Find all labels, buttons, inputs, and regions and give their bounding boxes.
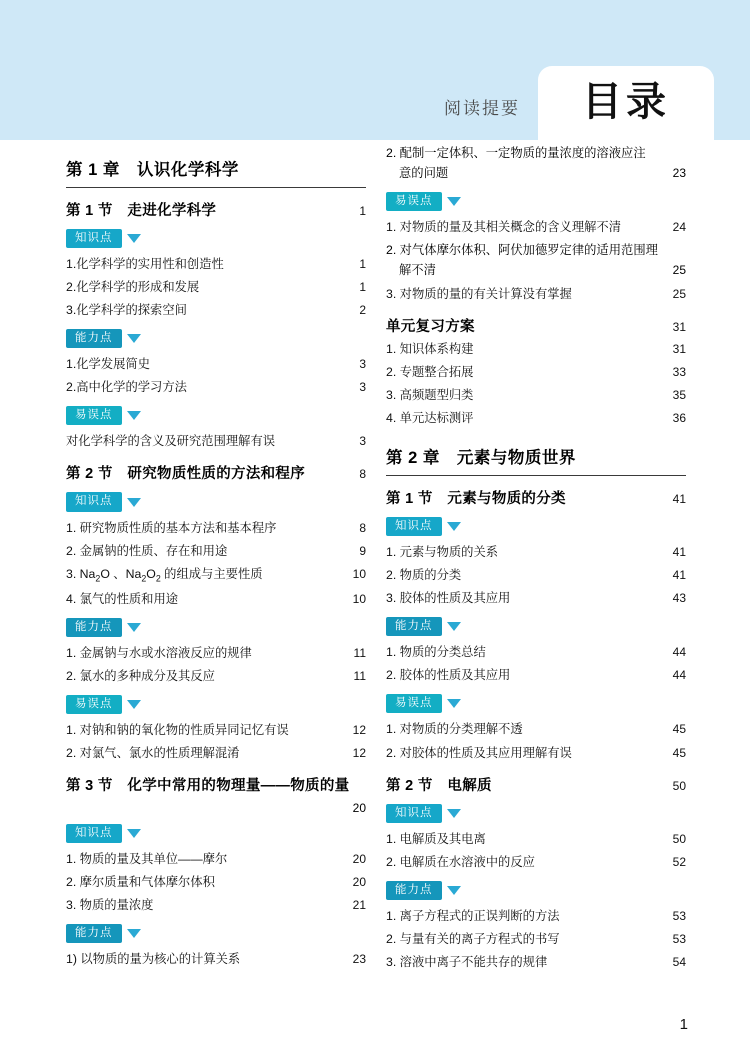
toc-entry[interactable]: [66, 721, 366, 740]
toc-entry-label-text: 解不清: [399, 263, 436, 278]
toc-entry-label: 2. 摩尔质量和气体摩尔体积: [66, 875, 215, 890]
chapter-divider: [66, 187, 366, 188]
toc-entry-label: 3. 溶液中离子不能共存的规律: [386, 954, 548, 969]
toc-columns: [0, 140, 750, 1020]
toc-entry-page: 25: [672, 286, 686, 301]
section-page-number: 20: [352, 801, 366, 816]
toc-entry[interactable]: [66, 301, 366, 320]
toc-entry[interactable]: [386, 363, 686, 382]
badge-ability: 能力点: [66, 924, 122, 943]
toc-entry[interactable]: [66, 378, 366, 397]
toc-entry-label: 3. 胶体的性质及其应用: [386, 591, 511, 606]
toc-entry-label: 2. 氯水的多种成分及其反应: [66, 668, 215, 683]
toc-entry[interactable]: [386, 853, 686, 872]
tag-row-ability: [66, 618, 366, 637]
toc-entry[interactable]: [386, 589, 686, 608]
toc-entry[interactable]: [66, 565, 366, 586]
toc-entry-label: 1. 对钠和钠的氧化物的性质异同记忆有误: [66, 723, 289, 738]
badge-knowledge: 知识点: [66, 229, 122, 248]
chapter-divider: [386, 475, 686, 476]
toc-entry-label: 2. 与量有关的离子方程式的书写: [386, 931, 560, 946]
toc-entry-page: 8: [359, 520, 366, 535]
badge-error: 易误点: [66, 406, 122, 425]
chevron-down-icon: [447, 197, 461, 206]
toc-entry-page: 23: [672, 165, 686, 180]
tag-row-error: [66, 406, 366, 425]
toc-entry-label: 1. 对物质的分类理解不透: [386, 722, 523, 737]
badge-knowledge: 知识点: [66, 492, 122, 511]
toc-entry-label: 1. 金属钠与水或水溶液反应的规律: [66, 645, 252, 660]
toc-entry-label-text: 意的问题: [399, 165, 449, 180]
toc-entry[interactable]: [66, 950, 366, 969]
toc-entry-page: 44: [672, 645, 686, 660]
subsection-heading[interactable]: [386, 315, 686, 336]
toc-column-left: [66, 140, 366, 973]
tag-row-knowledge: [386, 517, 686, 536]
toc-entry-label: 2.化学科学的形成和发展: [66, 280, 200, 295]
badge-ability: 能力点: [386, 881, 442, 900]
toc-entry[interactable]: [66, 590, 366, 609]
tag-row-error: [66, 695, 366, 714]
toc-entry[interactable]: [386, 930, 686, 949]
toc-entry-label: 1. 知识体系构建: [386, 341, 474, 356]
toc-entry-label: 1. 对物质的量及其相关概念的含义理解不清: [386, 220, 622, 235]
toc-entry-page: 41: [672, 568, 686, 583]
badge-knowledge: 知识点: [66, 824, 122, 843]
toc-entry-page: 41: [672, 545, 686, 560]
toc-entry-page: 33: [672, 364, 686, 379]
chapter-title: 第 1 章 认识化学科学: [66, 161, 239, 179]
toc-entry[interactable]: [66, 542, 366, 561]
tag-row-ability: [386, 881, 686, 900]
toc-entry[interactable]: [386, 285, 686, 304]
chevron-down-icon: [447, 699, 461, 708]
section-title: 第 2 节 研究物质性质的方法和程序: [66, 466, 306, 483]
toc-entry-page: 11: [353, 645, 366, 660]
toc-entry-page: 2: [359, 303, 366, 318]
chevron-down-icon: [447, 886, 461, 895]
toc-entry-page: 53: [672, 931, 686, 946]
toc-entry-label: 2. 对气体摩尔体积、阿伏加德罗定律的适用范围理: [386, 243, 658, 258]
chevron-down-icon: [127, 700, 141, 709]
toc-entry-label: 3. $Na_2O$ 、$Na_2O_2$ 的组成与主要性质: [66, 566, 263, 584]
toc-entry-page: 52: [672, 854, 686, 869]
chevron-down-icon: [127, 829, 141, 838]
header-banner: [0, 0, 750, 140]
tag-row-ability: [66, 924, 366, 943]
section-title: 第 1 节 元素与物质的分类: [386, 491, 566, 508]
toc-entry-page: 45: [672, 722, 686, 737]
toc-entry[interactable]: [386, 830, 686, 849]
toc-entry[interactable]: [386, 953, 686, 972]
toc-entry[interactable]: [66, 255, 366, 274]
toc-entry-page: 12: [352, 723, 366, 738]
toc-entry[interactable]: [386, 666, 686, 685]
chevron-down-icon: [127, 623, 141, 632]
badge-knowledge: 知识点: [386, 804, 442, 823]
toc-entry[interactable]: [386, 543, 686, 562]
chevron-down-icon: [127, 929, 141, 938]
toc-entry[interactable]: [66, 432, 366, 451]
badge-ability: 能力点: [66, 618, 122, 637]
toc-entry-page: 53: [672, 908, 686, 923]
chevron-down-icon: [127, 498, 141, 507]
chapter-title: 第 2 章 元素与物质世界: [386, 449, 576, 468]
toc-entry[interactable]: [386, 907, 686, 926]
toc-entry-page: 12: [352, 746, 366, 761]
toc-entry[interactable]: [66, 278, 366, 297]
section-title: 第 2 节 电解质: [386, 777, 492, 794]
toc-entry[interactable]: [66, 667, 366, 686]
toc-entry[interactable]: [386, 241, 686, 280]
tag-row-ability: [386, 617, 686, 636]
toc-entry-label: 2. 配制一定体积、一定物质的量浓度的溶液应注: [386, 146, 646, 160]
toc-entry-page: 45: [672, 745, 686, 760]
section-heading[interactable]: [66, 774, 366, 795]
toc-entry-page: 3: [359, 434, 366, 449]
toc-entry[interactable]: [66, 744, 366, 763]
toc-entry[interactable]: [386, 566, 686, 585]
folio-page-number: 1: [679, 1016, 688, 1033]
toc-entry-page: 24: [672, 220, 686, 235]
toc-entry-label: 2. 对氯气、氯水的性质理解混淆: [66, 746, 240, 761]
toc-entry-label: 1.化学发展简史: [66, 357, 151, 372]
toc-entry[interactable]: [66, 519, 366, 538]
toc-entry[interactable]: [386, 409, 686, 428]
chevron-down-icon: [127, 411, 141, 420]
tag-row-error: [386, 192, 686, 211]
reading-summary-label: 阅读提要: [444, 99, 520, 118]
toc-entry[interactable]: [66, 873, 366, 892]
toc-entry-label: 2. 金属钠的性质、存在和用途: [66, 543, 228, 558]
toc-entry-page: 3: [359, 380, 366, 395]
section-heading[interactable]: [386, 487, 686, 508]
toc-entry-label: 3.化学科学的探索空间: [66, 303, 187, 318]
toc-entry-label: 1. 物质的分类总结: [386, 645, 486, 660]
toc-entry-page: 10: [352, 566, 366, 581]
header-inner: [0, 0, 750, 140]
toc-entry-label: 4. 单元达标测评: [386, 410, 474, 425]
subsection-page-number: 31: [672, 319, 686, 334]
toc-entry-page: 25: [672, 263, 686, 278]
toc-entry-label: 2. 对胶体的性质及其应用理解有误: [386, 745, 572, 760]
section-page-number: 41: [672, 492, 686, 507]
toc-entry-label-continued: [386, 164, 686, 184]
toc-entry-label: 对化学科学的含义及研究范围理解有误: [66, 434, 276, 449]
toc-entry[interactable]: [386, 720, 686, 739]
chevron-down-icon: [127, 234, 141, 243]
toc-entry-page: 3: [359, 357, 366, 372]
toc-entry-page: 20: [352, 852, 366, 867]
toc-entry[interactable]: [386, 386, 686, 405]
title-plate: [538, 66, 714, 140]
toc-entry-page: 1: [359, 257, 366, 272]
badge-ability: 能力点: [66, 329, 122, 348]
toc-column-right: [386, 140, 686, 976]
badge-ability: 能力点: [386, 617, 442, 636]
tag-row-ability: [66, 329, 366, 348]
chevron-down-icon: [127, 334, 141, 343]
toc-entry-label: 1. 电解质及其电离: [386, 831, 486, 846]
toc-entry-page: 20: [352, 875, 366, 890]
tag-row-knowledge: [66, 492, 366, 511]
toc-entry-label: 2. 物质的分类: [386, 568, 462, 583]
toc-entry-label: 4. 氯气的性质和用途: [66, 591, 179, 606]
section-heading[interactable]: [66, 462, 366, 483]
section-page-number: 8: [359, 467, 366, 482]
toc-entry-page: 10: [352, 591, 366, 606]
toc-entry-page: 44: [672, 668, 686, 683]
section-heading[interactable]: [66, 199, 366, 220]
toc-entry-label: 1. 元素与物质的关系: [386, 545, 499, 560]
toc-entry-label: 3. 对物质的量的有关计算没有掌握: [386, 286, 572, 301]
toc-entry[interactable]: [66, 850, 366, 869]
badge-knowledge: 知识点: [386, 517, 442, 536]
toc-entry[interactable]: [386, 218, 686, 237]
toc-entry-page: 43: [672, 591, 686, 606]
toc-entry[interactable]: [66, 355, 366, 374]
badge-error: 易误点: [386, 192, 442, 211]
toc-entry-label: 2. 专题整合拓展: [386, 364, 474, 379]
toc-entry[interactable]: [386, 340, 686, 359]
toc-entry-label: 1) 以物质的量为核心的计算关系: [66, 952, 241, 967]
tag-row-knowledge: [66, 229, 366, 248]
chevron-down-icon: [447, 809, 461, 818]
badge-error: 易误点: [386, 694, 442, 713]
toc-entry-page: 11: [353, 668, 366, 683]
toc-entry-label: 2. 胶体的性质及其应用: [386, 668, 511, 683]
subsection-title: 单元复习方案: [386, 318, 475, 335]
toc-entry-page: 31: [672, 341, 686, 356]
toc-entry[interactable]: [386, 643, 686, 662]
section-page-number: 50: [672, 778, 686, 793]
toc-entry-page: 1: [359, 280, 366, 295]
toc-entry-label: 1. 离子方程式的正误判断的方法: [386, 908, 560, 923]
toc-entry-page: 54: [672, 954, 686, 969]
chevron-down-icon: [447, 522, 461, 531]
toc-entry-page: 23: [352, 952, 366, 967]
toc-entry-label: 1. 物质的量及其单位——摩尔: [66, 852, 228, 867]
chapter-heading: [66, 156, 366, 188]
chevron-down-icon: [447, 622, 461, 631]
toc-entry[interactable]: [66, 644, 366, 663]
toc-entry-page: 50: [672, 831, 686, 846]
toc-entry-label: 3. 高频题型归类: [386, 387, 474, 402]
section-page-number: 1: [359, 204, 366, 218]
section-heading[interactable]: [386, 774, 686, 795]
toc-entry-label: 2. 电解质在水溶液中的反应: [386, 854, 535, 869]
toc-entry[interactable]: [66, 896, 366, 915]
section-title: 第 3 节 化学中常用的物理量——物质的量: [66, 778, 350, 795]
tag-row-knowledge: [66, 824, 366, 843]
badge-error: 易误点: [66, 695, 122, 714]
chapter-heading: [386, 444, 686, 476]
toc-entry-label: 2.高中化学的学习方法: [66, 380, 187, 395]
toc-entry-page: 35: [672, 387, 686, 402]
toc-entry-label: 3. 物质的量浓度: [66, 898, 154, 913]
toc-entry[interactable]: [386, 744, 686, 763]
toc-entry-page: 36: [672, 410, 686, 425]
tag-row-knowledge: [386, 804, 686, 823]
toc-entry-page: 9: [359, 543, 366, 558]
toc-entry-label: 1.化学科学的实用性和创造性: [66, 257, 224, 272]
section-title: 第 1 节 走进化学科学: [66, 203, 217, 219]
toc-entry[interactable]: [386, 144, 686, 183]
page-title: 目录: [582, 79, 670, 125]
toc-entry-page: 21: [352, 898, 366, 913]
toc-entry-label-continued: [386, 261, 686, 281]
toc-entry-label: 1. 研究物质性质的基本方法和基本程序: [66, 520, 277, 535]
tag-row-error: [386, 694, 686, 713]
